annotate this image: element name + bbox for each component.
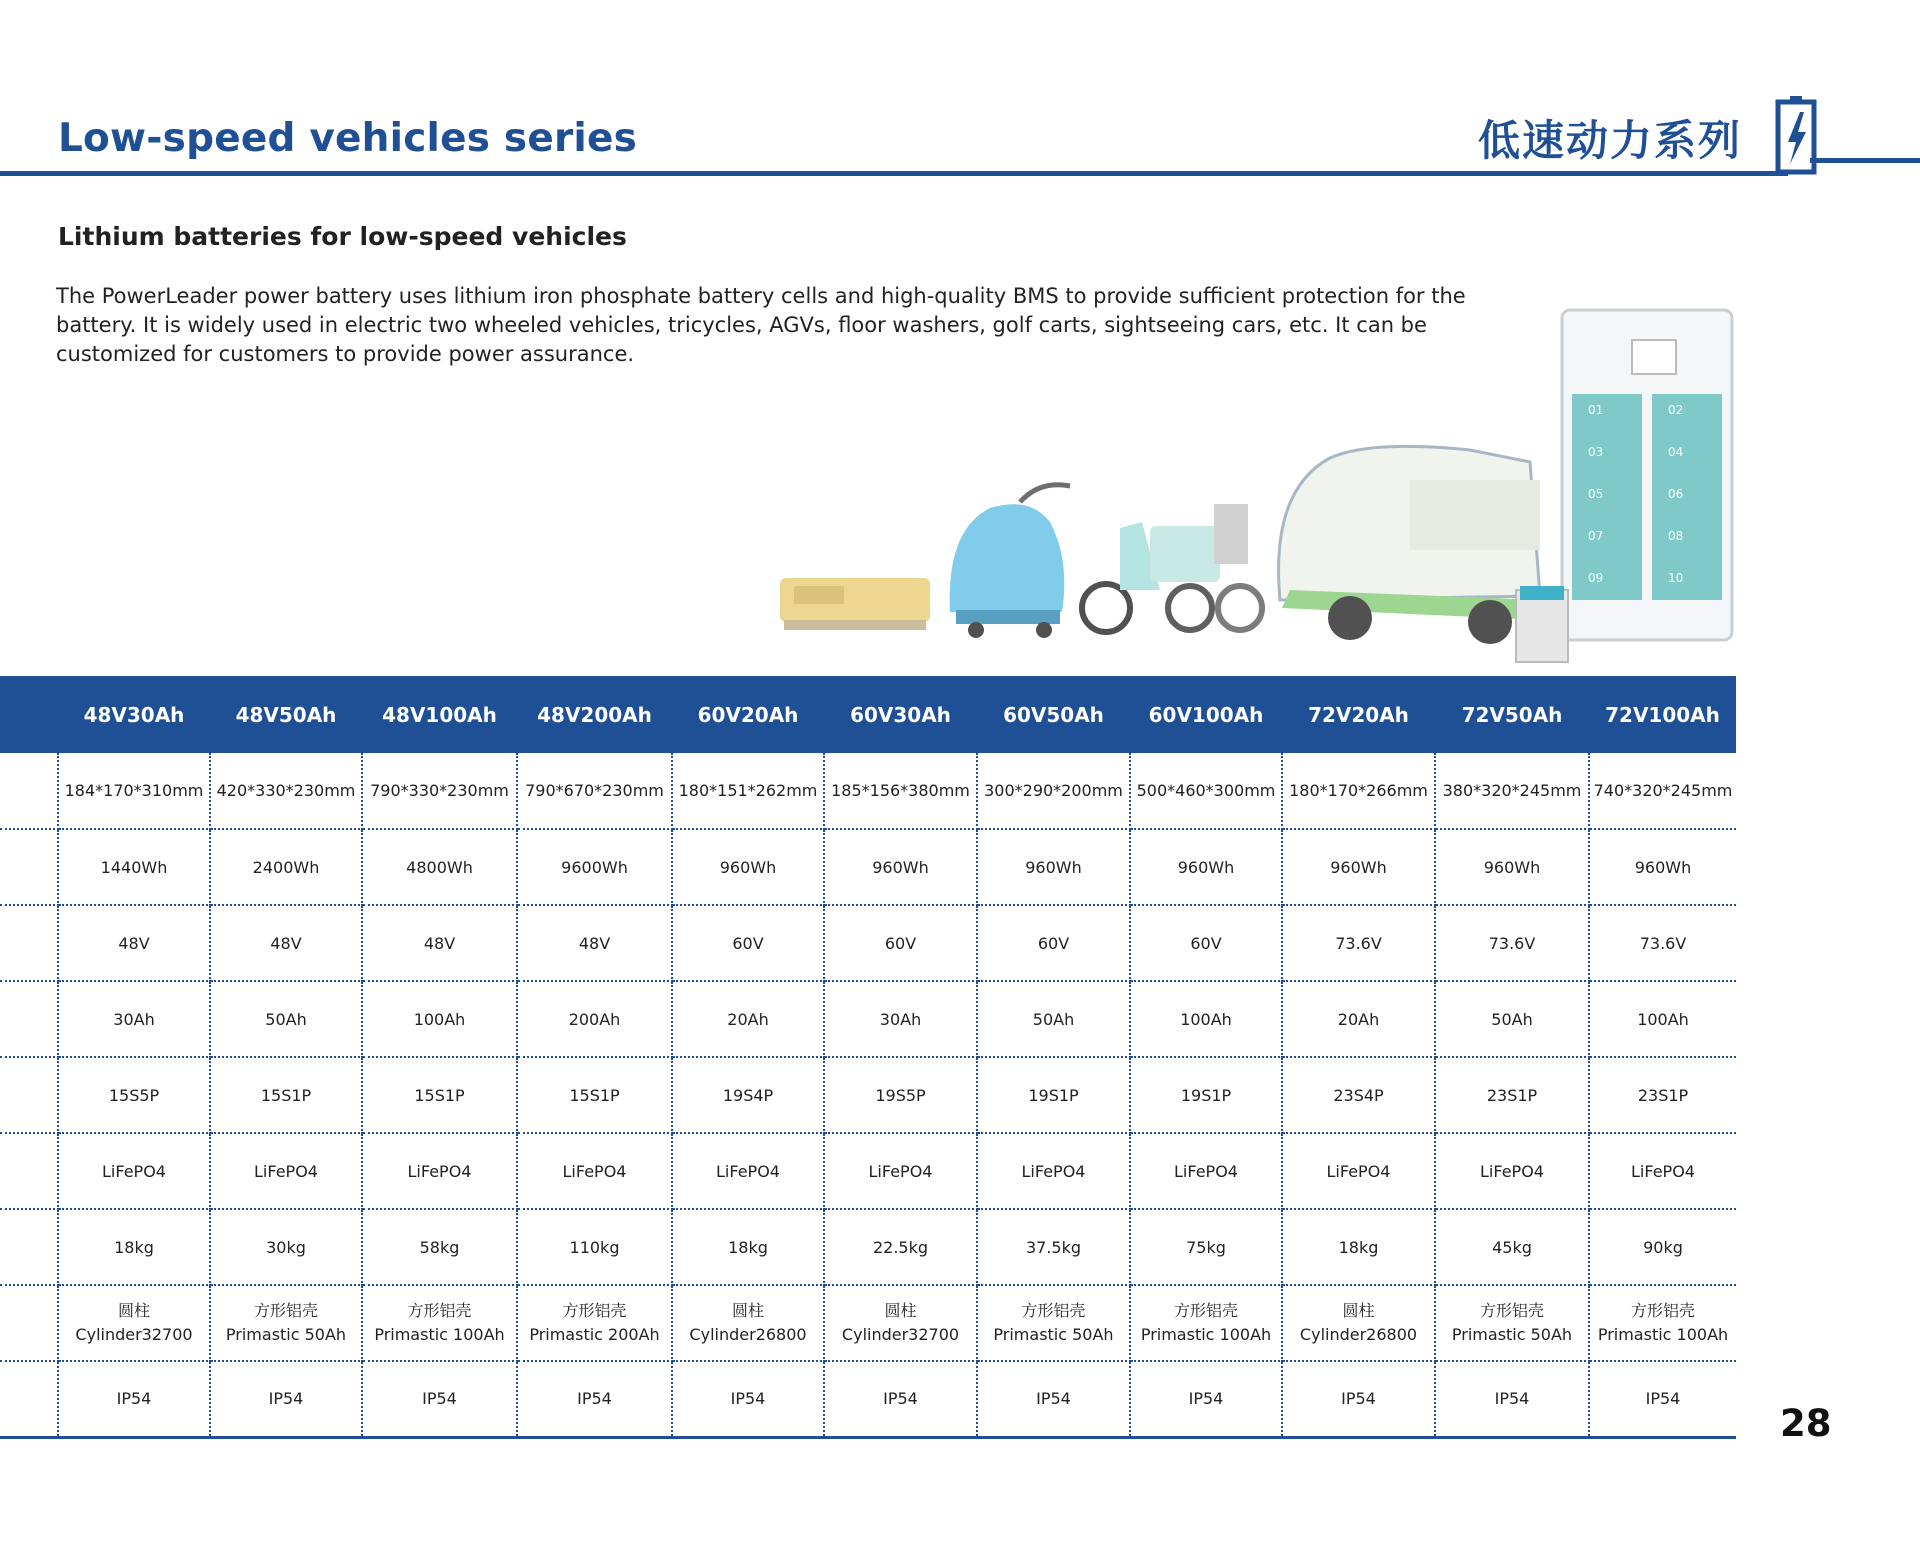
model-header: 60V50Ah (1003, 702, 1104, 727)
page-number: 28 (1780, 1402, 1832, 1445)
energy-row (0, 829, 1736, 905)
cabinet-slot-label: 03 (1588, 445, 1604, 459)
floor-washer-image (950, 485, 1070, 638)
cabinet-slot-label: 04 (1668, 445, 1684, 459)
table-cell: 960Wh (1435, 829, 1589, 905)
table-cell: 960Wh (672, 829, 824, 905)
cabinet-slot-label: 01 (1588, 403, 1604, 417)
model-header: 48V50Ah (235, 702, 337, 727)
cabinet-slot-label: 07 (1588, 529, 1604, 543)
table-cell: 180*151*262mm (672, 753, 824, 829)
table-cell: IP54 (1435, 1361, 1589, 1437)
table-cell: 75kg (1130, 1209, 1282, 1285)
table-cell: 30Ah (824, 981, 977, 1057)
battery-spec-table (0, 676, 1736, 1439)
cell-type-cn: 方形铝壳 (1021, 1301, 1086, 1320)
table-cell: 19S5P (824, 1057, 977, 1133)
cell-type-en: Cylinder26800 (689, 1325, 807, 1344)
table-cell: 15S1P (362, 1057, 517, 1133)
model-header: 72V100Ah (1605, 702, 1720, 727)
model-header: 60V30Ah (850, 702, 951, 727)
table-cell: 9600Wh (517, 829, 672, 905)
cell-type-cn: 方形铝壳 (407, 1301, 472, 1320)
table-cell: 19S1P (977, 1057, 1130, 1133)
table-cell: LiFePO4 (672, 1133, 824, 1209)
table-cell: 200Ah (517, 981, 672, 1057)
model-header: 72V50Ah (1461, 702, 1563, 727)
cabinet-slot-label: 02 (1668, 403, 1684, 417)
model-header: 48V30Ah (83, 702, 185, 727)
header-rule (0, 171, 1788, 176)
table-cell: IP54 (58, 1361, 210, 1437)
table-cell: 18kg (1282, 1209, 1435, 1285)
table-cell: 23S1P (1589, 1057, 1736, 1133)
table-cell: LiFePO4 (1282, 1133, 1435, 1209)
cabinet-slot-label: 05 (1588, 487, 1604, 501)
table-cell: LiFePO4 (977, 1133, 1130, 1209)
table-cell: 58kg (362, 1209, 517, 1285)
table-cell (517, 1285, 672, 1361)
table-cell: 100Ah (1130, 981, 1282, 1057)
section-subtitle: Lithium batteries for low-speed vehicles (58, 222, 627, 251)
table-cell: 48V (58, 905, 210, 981)
table-cell: IP54 (1130, 1361, 1282, 1437)
table-cell (58, 1285, 210, 1361)
table-cell: 60V (977, 905, 1130, 981)
cell-type-cn: 方形铝壳 (1630, 1301, 1695, 1320)
table-cell: IP54 (210, 1361, 362, 1437)
battery-bolt-icon (1774, 96, 1818, 176)
cabinet-slot-label: 09 (1588, 571, 1604, 585)
table-cell: 960Wh (1282, 829, 1435, 905)
table-cell: 48V (362, 905, 517, 981)
model-header: 48V200Ah (537, 702, 652, 727)
table-cell: LiFePO4 (1435, 1133, 1589, 1209)
table-cell: 60V (672, 905, 824, 981)
table-cell: 23S4P (1282, 1057, 1435, 1133)
cabinet-slot-label: 10 (1668, 571, 1684, 585)
table-cell: LiFePO4 (58, 1133, 210, 1209)
header-rule-right (1810, 158, 1920, 163)
cell-type-cn: 方形铝壳 (253, 1301, 318, 1320)
table-cell: 1440Wh (58, 829, 210, 905)
table-cell (1435, 1285, 1589, 1361)
table-cell: 15S1P (210, 1057, 362, 1133)
page-header-title-cn: 低速动力系列 (1477, 116, 1742, 165)
model-header: 72V20Ah (1308, 702, 1409, 727)
model-header: 48V100Ah (382, 702, 497, 727)
table-cell: 960Wh (977, 829, 1130, 905)
cell-type-row (0, 1285, 1736, 1361)
table-cell: 48V (210, 905, 362, 981)
cell-type-cn: 圆柱 (1342, 1301, 1375, 1320)
table-cell: 4800Wh (362, 829, 517, 905)
table-cell: 500*460*300mm (1130, 753, 1282, 829)
table-cell: 110kg (517, 1209, 672, 1285)
table-cell (1589, 1285, 1736, 1361)
cell-type-en: Primastic 50Ah (1451, 1325, 1573, 1344)
table-cell: 19S4P (672, 1057, 824, 1133)
table-cell (362, 1285, 517, 1361)
charging-cabinet-image (1562, 310, 1732, 640)
header-blank-cell (0, 676, 58, 753)
row-label-cell (0, 1285, 58, 1361)
row-label-cell (0, 753, 58, 829)
table-cell: IP54 (824, 1361, 977, 1437)
table-cell: 73.6V (1435, 905, 1589, 981)
table-cell: LiFePO4 (1130, 1133, 1282, 1209)
weight-row (0, 1209, 1736, 1285)
row-label-cell (0, 905, 58, 981)
table-cell: 380*320*245mm (1435, 753, 1589, 829)
page-header-title: Low-speed vehicles series (58, 116, 638, 161)
table-cell: LiFePO4 (210, 1133, 362, 1209)
table-cell: 50Ah (210, 981, 362, 1057)
table-cell: LiFePO4 (1589, 1133, 1736, 1209)
table-cell: 740*320*245mm (1589, 753, 1736, 829)
table-cell: 73.6V (1589, 905, 1736, 981)
table-cell: 420*330*230mm (210, 753, 362, 829)
cell-type-en: Cylinder26800 (1299, 1325, 1418, 1344)
cell-type-en: Primastic 200Ah (529, 1325, 660, 1344)
cell-type-cn: 圆柱 (117, 1301, 150, 1320)
cell-type-en: Primastic 100Ah (1597, 1325, 1729, 1344)
table-cell: IP54 (672, 1361, 824, 1437)
table-cell: 19S1P (1130, 1057, 1282, 1133)
table-cell: IP54 (362, 1361, 517, 1437)
table-cell: 15S5P (58, 1057, 210, 1133)
table-cell: 23S1P (1435, 1057, 1589, 1133)
tricycle-image (1082, 504, 1262, 632)
table-cell: 20Ah (1282, 981, 1435, 1057)
cabinet-slot-label: 06 (1668, 487, 1684, 501)
table-cell: 30Ah (58, 981, 210, 1057)
sightseeing-car-image (1279, 446, 1540, 644)
table-cell: 18kg (58, 1209, 210, 1285)
cell-type-cn: 圆柱 (731, 1301, 764, 1320)
chemistry-row (0, 1133, 1736, 1209)
table-cell: IP54 (517, 1361, 672, 1437)
table-cell: 90kg (1589, 1209, 1736, 1285)
table-cell: 20Ah (672, 981, 824, 1057)
table-cell: 18kg (672, 1209, 824, 1285)
cell-type-cn: 方形铝壳 (1173, 1301, 1238, 1320)
table-cell: 180*170*266mm (1282, 753, 1435, 829)
capacity-row (0, 981, 1736, 1057)
protection-row (0, 1361, 1736, 1437)
row-label-cell (0, 829, 58, 905)
table-cell: 100Ah (1589, 981, 1736, 1057)
row-label-cell (0, 1133, 58, 1209)
vehicles-illustration (770, 290, 1750, 670)
cell-type-cn: 方形铝壳 (562, 1301, 627, 1320)
table-cell (1282, 1285, 1435, 1361)
configuration-row (0, 1057, 1736, 1133)
table-cell: 185*156*380mm (824, 753, 977, 829)
table-cell: 790*330*230mm (362, 753, 517, 829)
cell-type-cn: 圆柱 (884, 1301, 917, 1320)
table-cell: 100Ah (362, 981, 517, 1057)
table-cell: 22.5kg (824, 1209, 977, 1285)
cell-type-en: Primastic 100Ah (1140, 1325, 1272, 1344)
table-cell (1130, 1285, 1282, 1361)
cell-type-en: Cylinder32700 (75, 1325, 193, 1344)
table-cell: IP54 (1589, 1361, 1736, 1437)
model-header: 60V20Ah (697, 702, 799, 727)
table-cell: 960Wh (1589, 829, 1736, 905)
model-header: 60V100Ah (1148, 702, 1264, 727)
table-header-row (0, 676, 1736, 753)
table-cell: 73.6V (1282, 905, 1435, 981)
table-cell: 50Ah (977, 981, 1130, 1057)
table-cell: 960Wh (824, 829, 977, 905)
cabinet-slot-label: 08 (1668, 529, 1684, 543)
cell-type-en: Primastic 50Ah (993, 1325, 1114, 1344)
table-cell: IP54 (977, 1361, 1130, 1437)
table-cell: IP54 (1282, 1361, 1435, 1437)
table-cell: 45kg (1435, 1209, 1589, 1285)
intro-paragraph: The PowerLeader power battery uses lithium iron phosphate battery cells and high-quality BMS to provide sufficient protection for the battery. It is widely used in electric two wheeled vehicles, tricycles, AGVs, floor washers, golf carts, sightseeing cars, etc. It can be customized for customers to provide power assurance. (56, 284, 1466, 366)
battery-pack-image (1516, 586, 1568, 662)
table-cell: 60V (1130, 905, 1282, 981)
row-label-cell (0, 981, 58, 1057)
table-cell: 790*670*230mm (517, 753, 672, 829)
table-cell: 300*290*200mm (977, 753, 1130, 829)
row-label-cell (0, 1057, 58, 1133)
table-cell: 15S1P (517, 1057, 672, 1133)
table-cell: 60V (824, 905, 977, 981)
table-cell (977, 1285, 1130, 1361)
voltage-row (0, 905, 1736, 981)
cell-type-cn: 方形铝壳 (1479, 1301, 1544, 1320)
table-cell: LiFePO4 (362, 1133, 517, 1209)
cell-type-en: Primastic 50Ah (225, 1325, 347, 1344)
table-cell: 50Ah (1435, 981, 1589, 1057)
table-cell (672, 1285, 824, 1361)
cell-type-en: Cylinder32700 (841, 1325, 960, 1344)
table-cell: 37.5kg (977, 1209, 1130, 1285)
cell-type-en: Primastic 100Ah (374, 1325, 505, 1344)
row-label-cell (0, 1361, 58, 1437)
table-cell: 2400Wh (210, 829, 362, 905)
table-cell: 960Wh (1130, 829, 1282, 905)
table-cell: 30kg (210, 1209, 362, 1285)
table-cell: 48V (517, 905, 672, 981)
row-label-cell (0, 1209, 58, 1285)
table-cell (824, 1285, 977, 1361)
table-cell: LiFePO4 (517, 1133, 672, 1209)
dimensions-row (0, 753, 1736, 829)
table-cell: LiFePO4 (824, 1133, 977, 1209)
agv-robot-image (780, 578, 930, 630)
table-cell (210, 1285, 362, 1361)
table-cell: 184*170*310mm (58, 753, 210, 829)
